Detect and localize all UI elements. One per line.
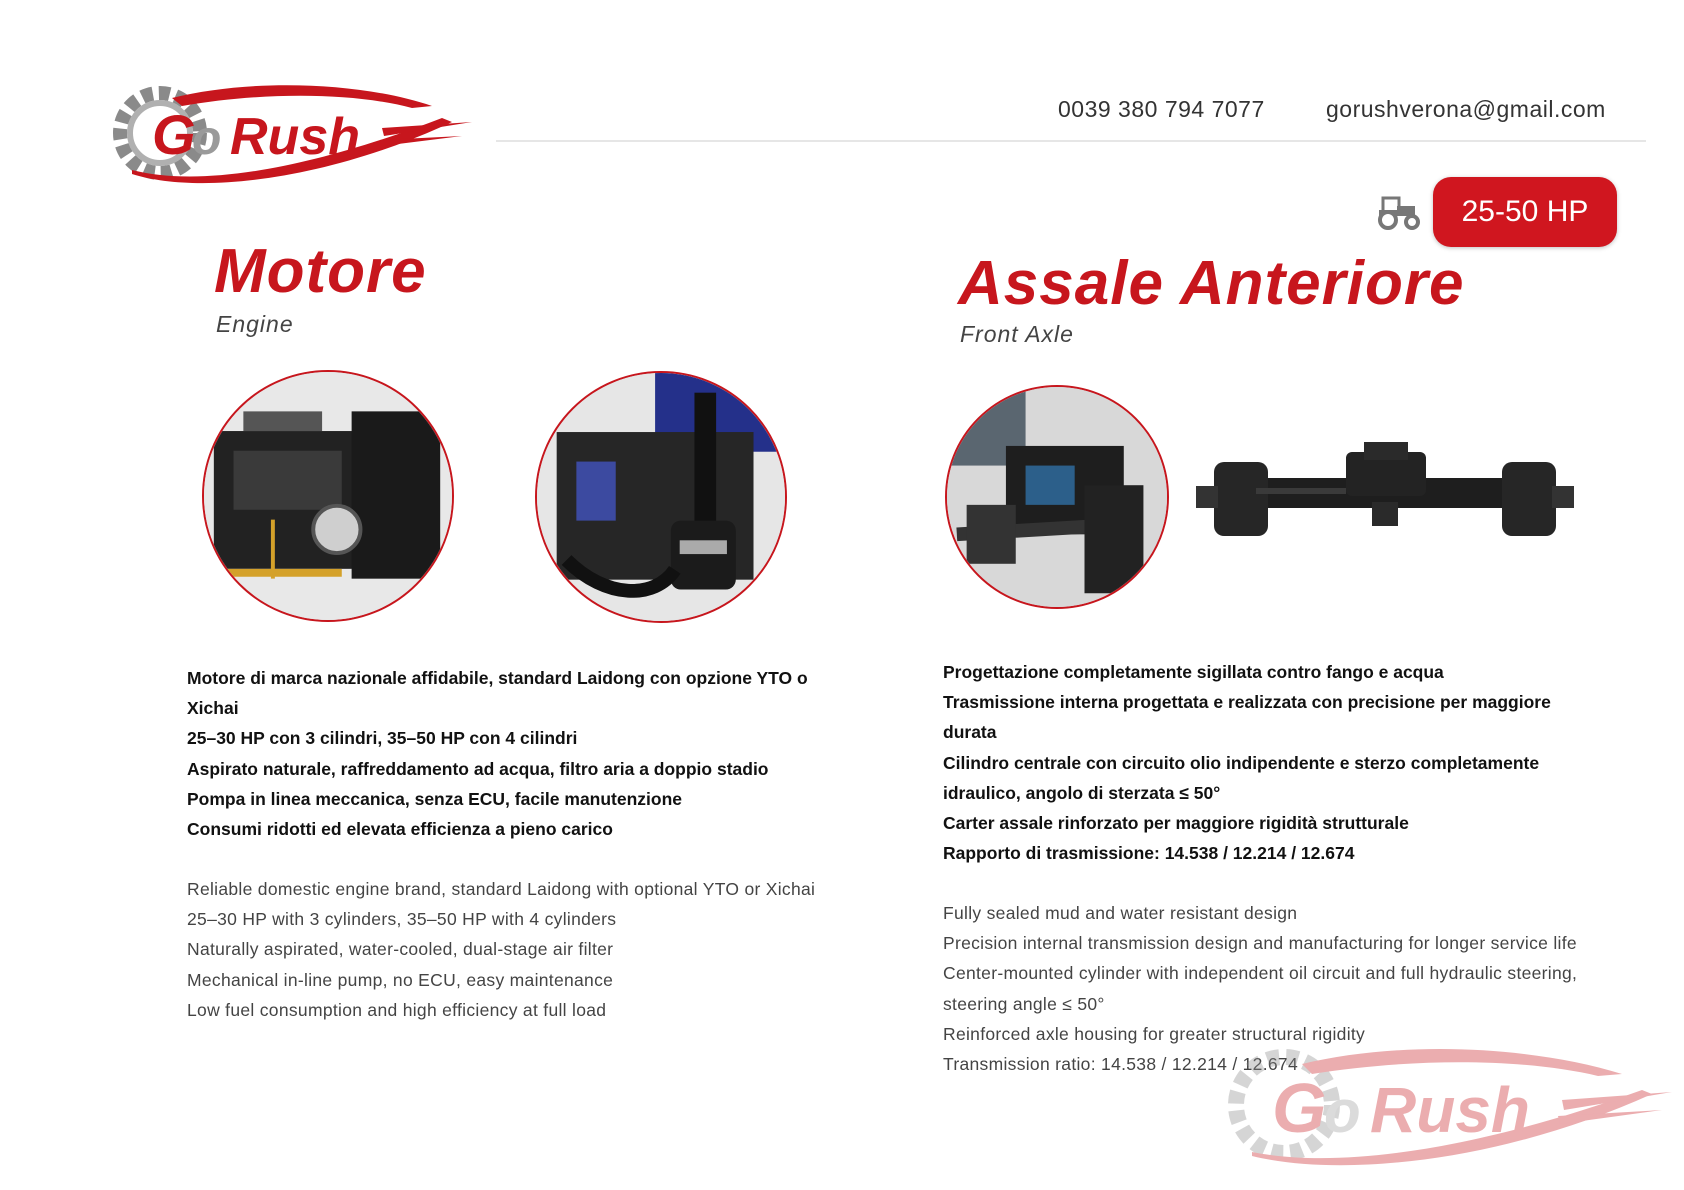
engine-photo-right bbox=[535, 371, 787, 623]
axle-en-line: Reinforced axle housing for greater structural rigidity bbox=[943, 1023, 1366, 1044]
svg-text:Rush: Rush bbox=[1370, 1074, 1530, 1146]
engine-en-line: Naturally aspirated, water-cooled, dual-stage air filter bbox=[187, 939, 614, 960]
axle-features-it bbox=[943, 657, 1623, 868]
axle-en-line: Precision internal transmission design and manufacturing for longer service life bbox=[943, 933, 1577, 954]
engine-it-line: Aspirato naturale, raffreddamento ad acqua, filtro aria a doppio stadio bbox=[187, 758, 769, 779]
axle-detail-photo bbox=[945, 385, 1169, 609]
engine-title: Motore bbox=[214, 237, 427, 306]
axle-subtitle: Front Axle bbox=[960, 321, 1074, 347]
contact-email[interactable]: gorushverona@gmail.com bbox=[1326, 96, 1606, 122]
svg-text:Rush: Rush bbox=[230, 108, 360, 166]
axle-en-line: Transmission ratio: 14.538 / 12.214 / 12.674 bbox=[943, 1054, 1298, 1075]
axle-en-line: steering angle ≤ 50° bbox=[943, 993, 1105, 1014]
header-divider bbox=[496, 140, 1646, 142]
tractor-icon bbox=[1375, 194, 1421, 230]
axle-full-photo bbox=[1196, 442, 1574, 552]
engine-it-line: Consumi ridotti ed elevata efficienza a pieno carico bbox=[187, 819, 613, 840]
axle-en-line: Fully sealed mud and water resistant design bbox=[943, 903, 1298, 923]
svg-text:G: G bbox=[152, 103, 196, 166]
svg-text:o: o bbox=[192, 112, 222, 165]
engine-en-line: 25–30 HP with 3 cylinders, 35–50 HP with 4 cylinders bbox=[187, 909, 617, 930]
axle-it-line: idraulico, angolo di sterzata ≤ 50° bbox=[943, 782, 1221, 803]
axle-title: Assale Anteriore bbox=[958, 249, 1465, 318]
engine-en-line: Low fuel consumption and high efficiency at full load bbox=[187, 999, 607, 1020]
engine-it-line: Motore di marca nazionale affidabile, standard Laidong con opzione YTO o bbox=[187, 668, 808, 688]
engine-features-en bbox=[187, 874, 867, 1025]
axle-en-line: Center-mounted cylinder with independent oil circuit and full hydraulic steering, bbox=[943, 963, 1578, 984]
gorush-logo bbox=[112, 78, 472, 188]
hp-range-badge: 25-50 HP bbox=[1433, 177, 1617, 247]
gorush-watermark-logo bbox=[1222, 1040, 1672, 1170]
engine-features-it bbox=[187, 663, 867, 844]
engine-subtitle: Engine bbox=[216, 311, 294, 337]
svg-text:G: G bbox=[1272, 1069, 1327, 1147]
axle-it-line: Rapporto di trasmissione: 14.538 / 12.214 / 12.674 bbox=[943, 843, 1355, 864]
svg-text:o: o bbox=[1324, 1078, 1361, 1145]
axle-it-line: Cilindro centrale con circuito olio indipendente e sterzo completamente bbox=[943, 752, 1540, 773]
axle-it-line: durata bbox=[943, 722, 997, 743]
engine-photo-left bbox=[202, 370, 454, 622]
axle-it-line: Carter assale rinforzato per maggiore rigidità strutturale bbox=[943, 813, 1409, 834]
engine-en-line: Reliable domestic engine brand, standard Laidong with optional YTO or Xichai bbox=[187, 879, 816, 899]
axle-it-line: Trasmissione interna progettata e realizzata con precisione per maggiore bbox=[943, 692, 1551, 713]
engine-it-line: 25–30 HP con 3 cilindri, 35–50 HP con 4 cilindri bbox=[187, 728, 578, 749]
contact-phone[interactable]: 0039 380 794 7077 bbox=[1058, 96, 1265, 122]
engine-it-line: Pompa in linea meccanica, senza ECU, facile manutenzione bbox=[187, 788, 683, 809]
engine-it-line: Xichai bbox=[187, 698, 239, 719]
axle-it-line: Progettazione completamente sigillata contro fango e acqua bbox=[943, 662, 1444, 682]
engine-en-line: Mechanical in-line pump, no ECU, easy maintenance bbox=[187, 969, 614, 990]
